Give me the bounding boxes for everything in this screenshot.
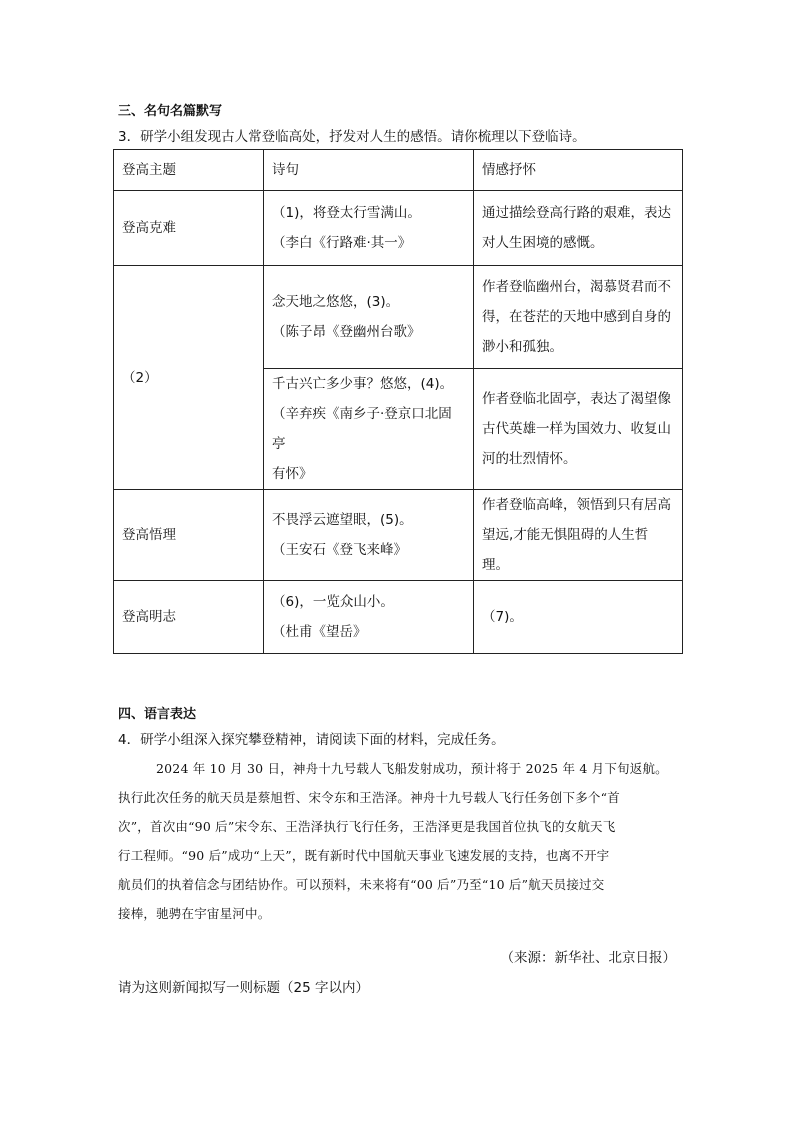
- emotion-cell: [474, 266, 683, 369]
- verse-cell: [264, 490, 474, 581]
- news-source: （来源：新华社、北京日报）: [500, 950, 676, 966]
- passage-line: 行工程师。“90 后”成功“上天”，既有新时代中国航天事业飞速发展的支持，也离不开宇: [118, 848, 610, 863]
- passage-line: 执行此次任务的航天员是蔡旭哲、宋令东和王浩泽。神舟十九号载人飞行任务创下多个“首: [118, 790, 620, 805]
- emotion-line: 河的壮烈情怀。: [482, 451, 577, 467]
- verse-source: （杜甫《望岳》: [272, 624, 367, 640]
- verse-cell: [264, 191, 474, 266]
- table-row: [114, 490, 683, 581]
- verse-source: （陈子昂《登幽州台歌》: [272, 324, 421, 340]
- emotion-line: 通过描绘登高行路的艰难，表达: [482, 205, 671, 221]
- verse-cell: [264, 266, 474, 369]
- emotion-cell: [474, 369, 683, 490]
- verse-line: 念天地之悠悠，(3)。: [272, 294, 400, 310]
- question-3: 3．研学小组发现古人常登临高处，抒发对人生的感悟。请你梳理以下登临诗。: [118, 129, 586, 145]
- passage-line: 2024 年 10 月 30 日，神舟十九号载人飞船发射成功，预计将于 2025 年 4 月下旬返航。: [156, 761, 668, 776]
- task-prompt: 请为这则新闻拟写一则标题（25 字以内）: [118, 980, 369, 996]
- header-verse: 诗句: [264, 150, 474, 191]
- verse-line: 不畏浮云遮望眼，(5)。: [272, 512, 413, 528]
- header-theme: 登高主题: [114, 150, 264, 191]
- section-4-title: 四、语言表达: [118, 707, 197, 722]
- passage-line: 次”，首次由“90 后”宋令东、王浩泽执行飞行任务，王浩泽更是我国首位执飞的女航天飞: [118, 819, 616, 834]
- emotion-line: 望远,才能无惧阻碍的人生哲理。: [482, 527, 649, 573]
- theme-cell: （2）: [114, 266, 264, 490]
- emotion-cell: [474, 191, 683, 266]
- emotion-cell: [474, 581, 683, 654]
- passage-line: 航员们的执着信念与团结协作。可以预料，未来将有“00 后”乃至“10 后”航天员接过交: [118, 877, 605, 892]
- emotion-line: 渺小和孤独。: [482, 339, 563, 355]
- verse-source: （王安石《登飞来峰》: [272, 542, 407, 558]
- verse-source: 有怀》: [272, 466, 313, 482]
- verse-source: （李白《行路难·其一》: [272, 235, 412, 251]
- table-row: [114, 191, 683, 266]
- poem-table: [113, 149, 683, 654]
- news-passage: [118, 754, 688, 928]
- emotion-line: 得，在苍茫的天地中感到自身的: [482, 309, 671, 325]
- emotion-line: （7)。: [482, 609, 523, 625]
- verse-cell: [264, 369, 474, 490]
- emotion-line: 作者登临幽州台，渴慕贤君而不: [482, 279, 671, 295]
- verse-cell: [264, 581, 474, 654]
- emotion-line: 作者登临高峰，领悟到只有居高: [482, 497, 671, 513]
- header-emotion: 情感抒怀: [474, 150, 683, 191]
- section-3-title: 三、名句名篇默写: [118, 104, 223, 119]
- verse-source: （辛弃疾《南乡子·登京口北固亭: [272, 406, 452, 452]
- emotion-line: 对人生困境的感慨。: [482, 235, 604, 251]
- emotion-cell: [474, 490, 683, 581]
- question-4: 4．研学小组深入探究攀登精神，请阅读下面的材料，完成任务。: [118, 732, 505, 748]
- theme-cell: 登高明志: [114, 581, 264, 654]
- table-row: [114, 266, 683, 369]
- verse-line: （6)，一览众山小。: [272, 594, 394, 610]
- verse-line: （1)，将登太行雪满山。: [272, 205, 421, 221]
- table-row: [114, 581, 683, 654]
- table-header-row: [114, 150, 683, 191]
- emotion-line: 古代英雄一样为国效力、收复山: [482, 421, 671, 437]
- emotion-line: 作者登临北固亭，表达了渴望像: [482, 391, 671, 407]
- passage-line: 接棒，驰骋在宇宙星河中。: [118, 906, 271, 921]
- theme-cell: 登高克难: [114, 191, 264, 266]
- verse-line: 千古兴亡多少事？悠悠，(4)。: [272, 376, 454, 392]
- theme-cell: 登高悟理: [114, 490, 264, 581]
